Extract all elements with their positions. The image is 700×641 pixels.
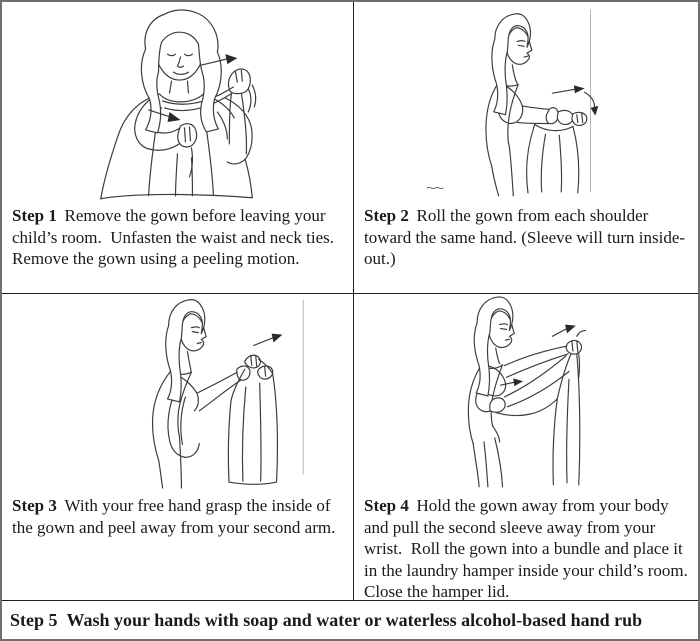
step-4-illustration (354, 294, 698, 492)
step-1-text: Remove the gown before leaving your child’s room. Unfasten the waist and neck ties. Remove the gown using a peeling motion. (12, 206, 343, 268)
step-1-label: Step 1 (12, 206, 57, 225)
gown-removal-figure-unfasten-ties (2, 2, 353, 202)
gown-removal-figure-hold-away (354, 294, 698, 492)
step-2-panel (354, 2, 698, 294)
step-3-label: Step 3 (12, 496, 57, 515)
step-1-illustration (2, 2, 353, 202)
motion-arrow-icon (254, 334, 283, 346)
motion-arrow-icon (552, 85, 584, 93)
step-4-text: Hold the gown away from your body and pull the second sleeve away from your wrist. Roll the gown into a bundle and place it in the laundry hamper inside your child’s room. Close the hamper lid. (364, 496, 697, 601)
step-4-panel (354, 294, 698, 601)
step-4-caption (354, 492, 698, 601)
step-1-caption (2, 202, 353, 270)
step-2-label: Step 2 (364, 206, 409, 225)
step-3-illustration (2, 294, 353, 492)
step-3-panel (2, 294, 354, 601)
artist-signature (427, 187, 443, 188)
motion-arrow-icon (585, 92, 599, 115)
step-3-text: With your free hand grasp the inside of the gown and peel away from your second arm. (12, 496, 336, 537)
gown-removal-figure-grasp-inside (2, 294, 353, 492)
step-4-label: Step 4 (364, 496, 409, 515)
step-5-row (2, 601, 698, 639)
step-2-text: Roll the gown from each shoulder toward the same hand. (Sleeve will turn inside-out.) (364, 206, 686, 268)
step-5-text: Wash your hands with soap and water or waterless alcohol-based hand rub (66, 610, 643, 630)
step-2-caption (354, 202, 698, 270)
step-2-illustration (354, 2, 698, 202)
step-3-caption (2, 492, 353, 538)
gown-removal-figure-roll-shoulder (354, 2, 698, 202)
motion-arrow-icon (552, 325, 575, 337)
step-1-panel (2, 2, 354, 294)
step-5-label: Step 5 (10, 610, 58, 630)
step-5-caption (10, 610, 642, 630)
